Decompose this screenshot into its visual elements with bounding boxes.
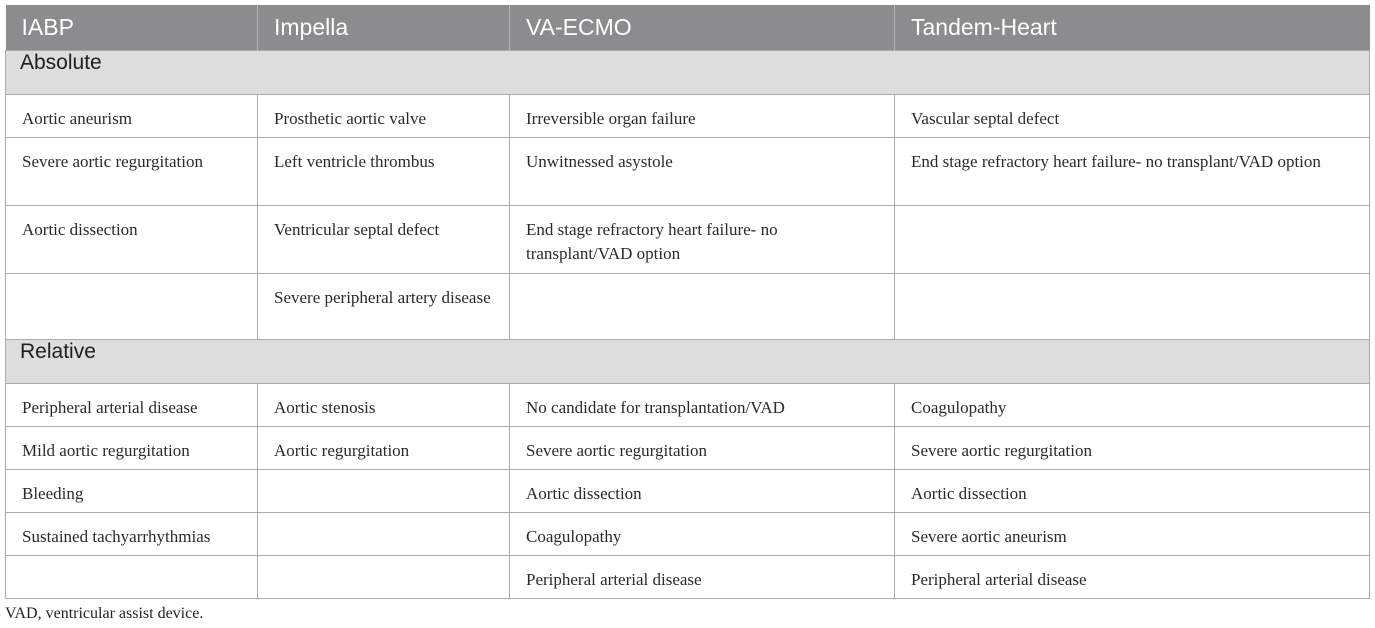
table-cell: [6, 274, 258, 340]
table-cell: Aortic dissection: [6, 206, 258, 274]
table-cell: Severe peripheral artery disease: [258, 274, 510, 340]
section-label-absolute: Absolute: [6, 51, 1370, 95]
contraindications-table-container: [5, 5, 1369, 599]
table-cell: Aortic dissection: [895, 470, 1370, 513]
table-cell: Irreversible organ failure: [510, 95, 895, 138]
header-tandem-heart: Tandem-Heart: [895, 5, 1370, 51]
table-cell: End stage refractory heart failure- no transplant/VAD option: [510, 206, 895, 274]
table-row: [6, 274, 1370, 340]
header-row: [6, 5, 1370, 51]
table-cell: Prosthetic aortic valve: [258, 95, 510, 138]
section-label-relative: Relative: [6, 340, 1370, 384]
table-row: [6, 470, 1370, 513]
table-cell: Severe aortic regurgitation: [510, 427, 895, 470]
table-cell: Sustained tachyarrhythmias: [6, 513, 258, 556]
table-cell: No candidate for transplantation/VAD: [510, 384, 895, 427]
table-cell: Aortic regurgitation: [258, 427, 510, 470]
table-row: [6, 513, 1370, 556]
table-cell: Peripheral arterial disease: [6, 384, 258, 427]
table-cell: Unwitnessed asystole: [510, 138, 895, 206]
table-cell: [6, 556, 258, 599]
contraindications-table: [5, 5, 1370, 599]
table-cell: Severe aortic aneurism: [895, 513, 1370, 556]
table-row: [6, 384, 1370, 427]
section-row-absolute: [6, 51, 1370, 95]
header-iabp: IABP: [6, 5, 258, 51]
table-cell: Vascular septal defect: [895, 95, 1370, 138]
table-cell: Bleeding: [6, 470, 258, 513]
table-cell: [258, 513, 510, 556]
table-cell: Coagulopathy: [895, 384, 1370, 427]
table-cell: [895, 274, 1370, 340]
table-cell: Left ventricle thrombus: [258, 138, 510, 206]
table-cell: Severe aortic regurgitation: [895, 427, 1370, 470]
table-cell: Peripheral arterial disease: [895, 556, 1370, 599]
table-cell: Peripheral arterial disease: [510, 556, 895, 599]
table-cell: [258, 470, 510, 513]
header-impella: Impella: [258, 5, 510, 51]
table-row: [6, 138, 1370, 206]
table-cell: Aortic stenosis: [258, 384, 510, 427]
table-cell: Aortic aneurism: [6, 95, 258, 138]
table-cell: Aortic dissection: [510, 470, 895, 513]
table-footnote: VAD, ventricular assist device.: [5, 605, 204, 622]
table-row: [6, 206, 1370, 274]
table-cell: [895, 206, 1370, 274]
table-row: [6, 95, 1370, 138]
table-cell: End stage refractory heart failure- no transplant/VAD option: [895, 138, 1370, 206]
table-cell: Mild aortic regurgitation: [6, 427, 258, 470]
table-row: [6, 427, 1370, 470]
table-cell: Ventricular septal defect: [258, 206, 510, 274]
table-cell: [510, 274, 895, 340]
table-cell: Coagulopathy: [510, 513, 895, 556]
table-cell: Severe aortic regurgitation: [6, 138, 258, 206]
section-row-relative: [6, 340, 1370, 384]
header-va-ecmo: VA-ECMO: [510, 5, 895, 51]
table-cell: [258, 556, 510, 599]
table-row: [6, 556, 1370, 599]
